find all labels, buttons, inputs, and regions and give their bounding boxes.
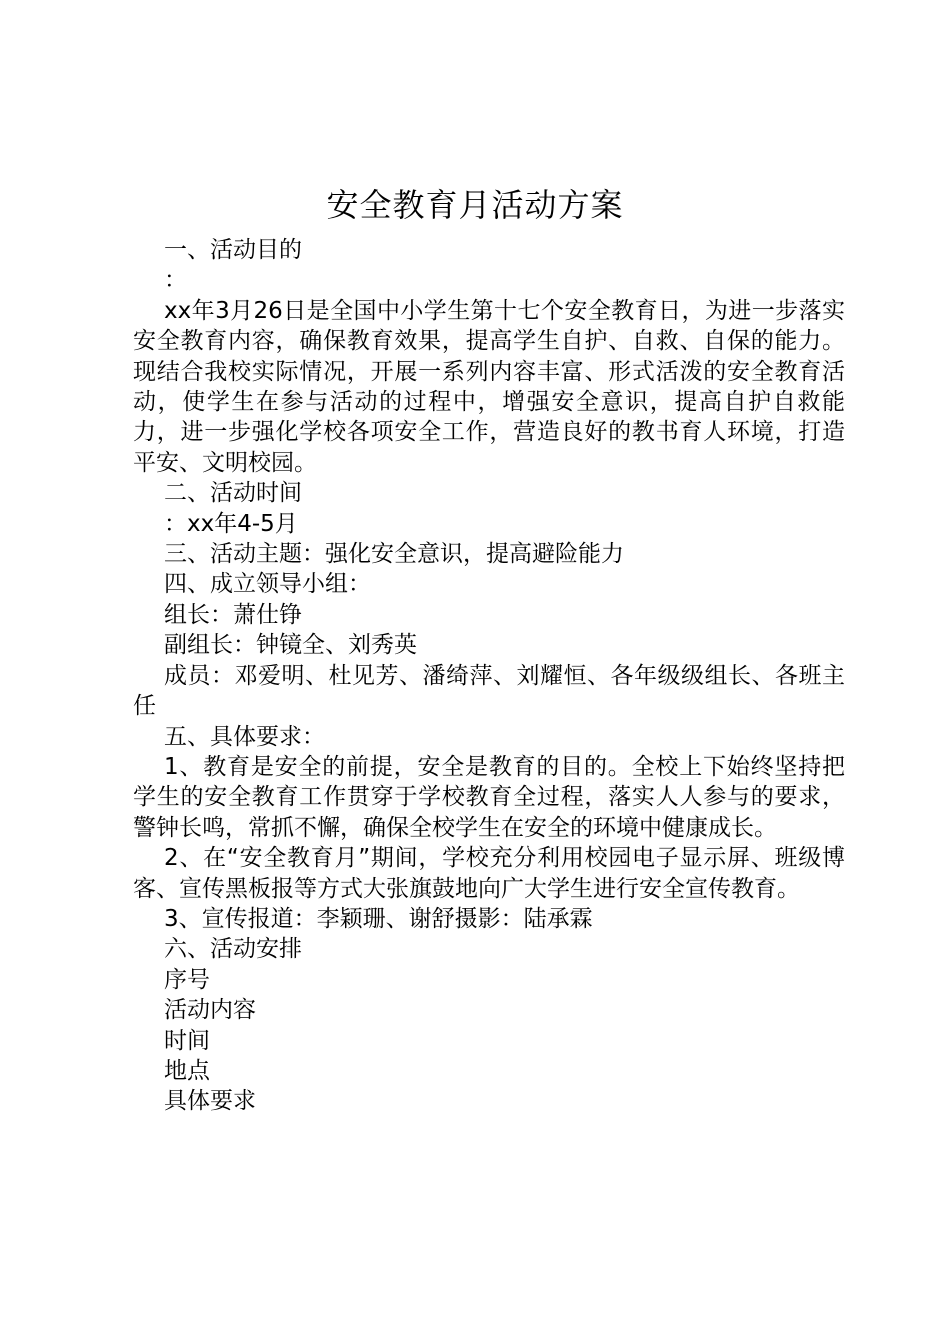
schedule-column-requirements: 具体要求 xyxy=(164,1088,256,1115)
schedule-column-location: 地点 xyxy=(164,1057,210,1084)
requirement-2: 2、在“安全教育月”期间，学校充分利用校园电子显示屏、班级博客、宣传黑板报等方式大张旗鼓地向广大学生进行安全宣传教育。 xyxy=(133,845,845,902)
purpose-paragraph: xx年3月26日是全国中小学生第十七个安全教育日，为进一步落实安全教育内容，确保教育效果，提高学生自护、自救、自保的能力。现结合我校实际情况，开展一系列内容丰富、形式活泼的安全教育活动，使学生在参与活动的过程中，增强安全意识，提高自护自救能力，进一步强化学校各项安全工作，营造良好的教书育人环境，打造平安、文明校园。 xyxy=(133,297,845,476)
section-heading-schedule: 六、活动安排 xyxy=(164,936,302,963)
section-heading-purpose: 一、活动目的 xyxy=(164,237,302,263)
section-heading-leadership: 四、成立领导小组： xyxy=(164,571,371,598)
group-leader: 组长：萧仕铮 xyxy=(164,601,302,628)
document-body xyxy=(133,235,845,1117)
document-title: 安全教育月活动方案 xyxy=(326,186,624,224)
section-heading-theme: 三、活动主题：强化安全意识，提高避险能力 xyxy=(164,541,624,568)
deputy-group-leader: 副组长：钟镜全、刘秀英 xyxy=(164,632,417,659)
requirement-3: 3、宣传报道：李颖珊、谢舒摄影：陆承霖 xyxy=(164,905,593,932)
section-heading-time: 二、活动时间 xyxy=(164,480,302,507)
schedule-column-time: 时间 xyxy=(164,1027,210,1054)
activity-time: ：xx年4-5月 xyxy=(164,510,298,537)
colon-line: ： xyxy=(164,267,187,294)
requirement-1: 1、教育是安全的前提，安全是教育的目的。全校上下始终坚持把学生的安全教育工作贯穿于学校教育全过程，落实人人参与的要求，警钟长鸣，常抓不懈，确保全校学生在安全的环境中健康成长。 xyxy=(133,753,845,841)
schedule-column-number: 序号 xyxy=(164,966,210,993)
schedule-column-content: 活动内容 xyxy=(164,997,256,1024)
section-heading-requirements: 五、具体要求： xyxy=(164,723,325,750)
group-members: 成员：邓爱明、杜见芳、潘绮萍、刘耀恒、各年级级组长、各班主任 xyxy=(133,662,845,720)
